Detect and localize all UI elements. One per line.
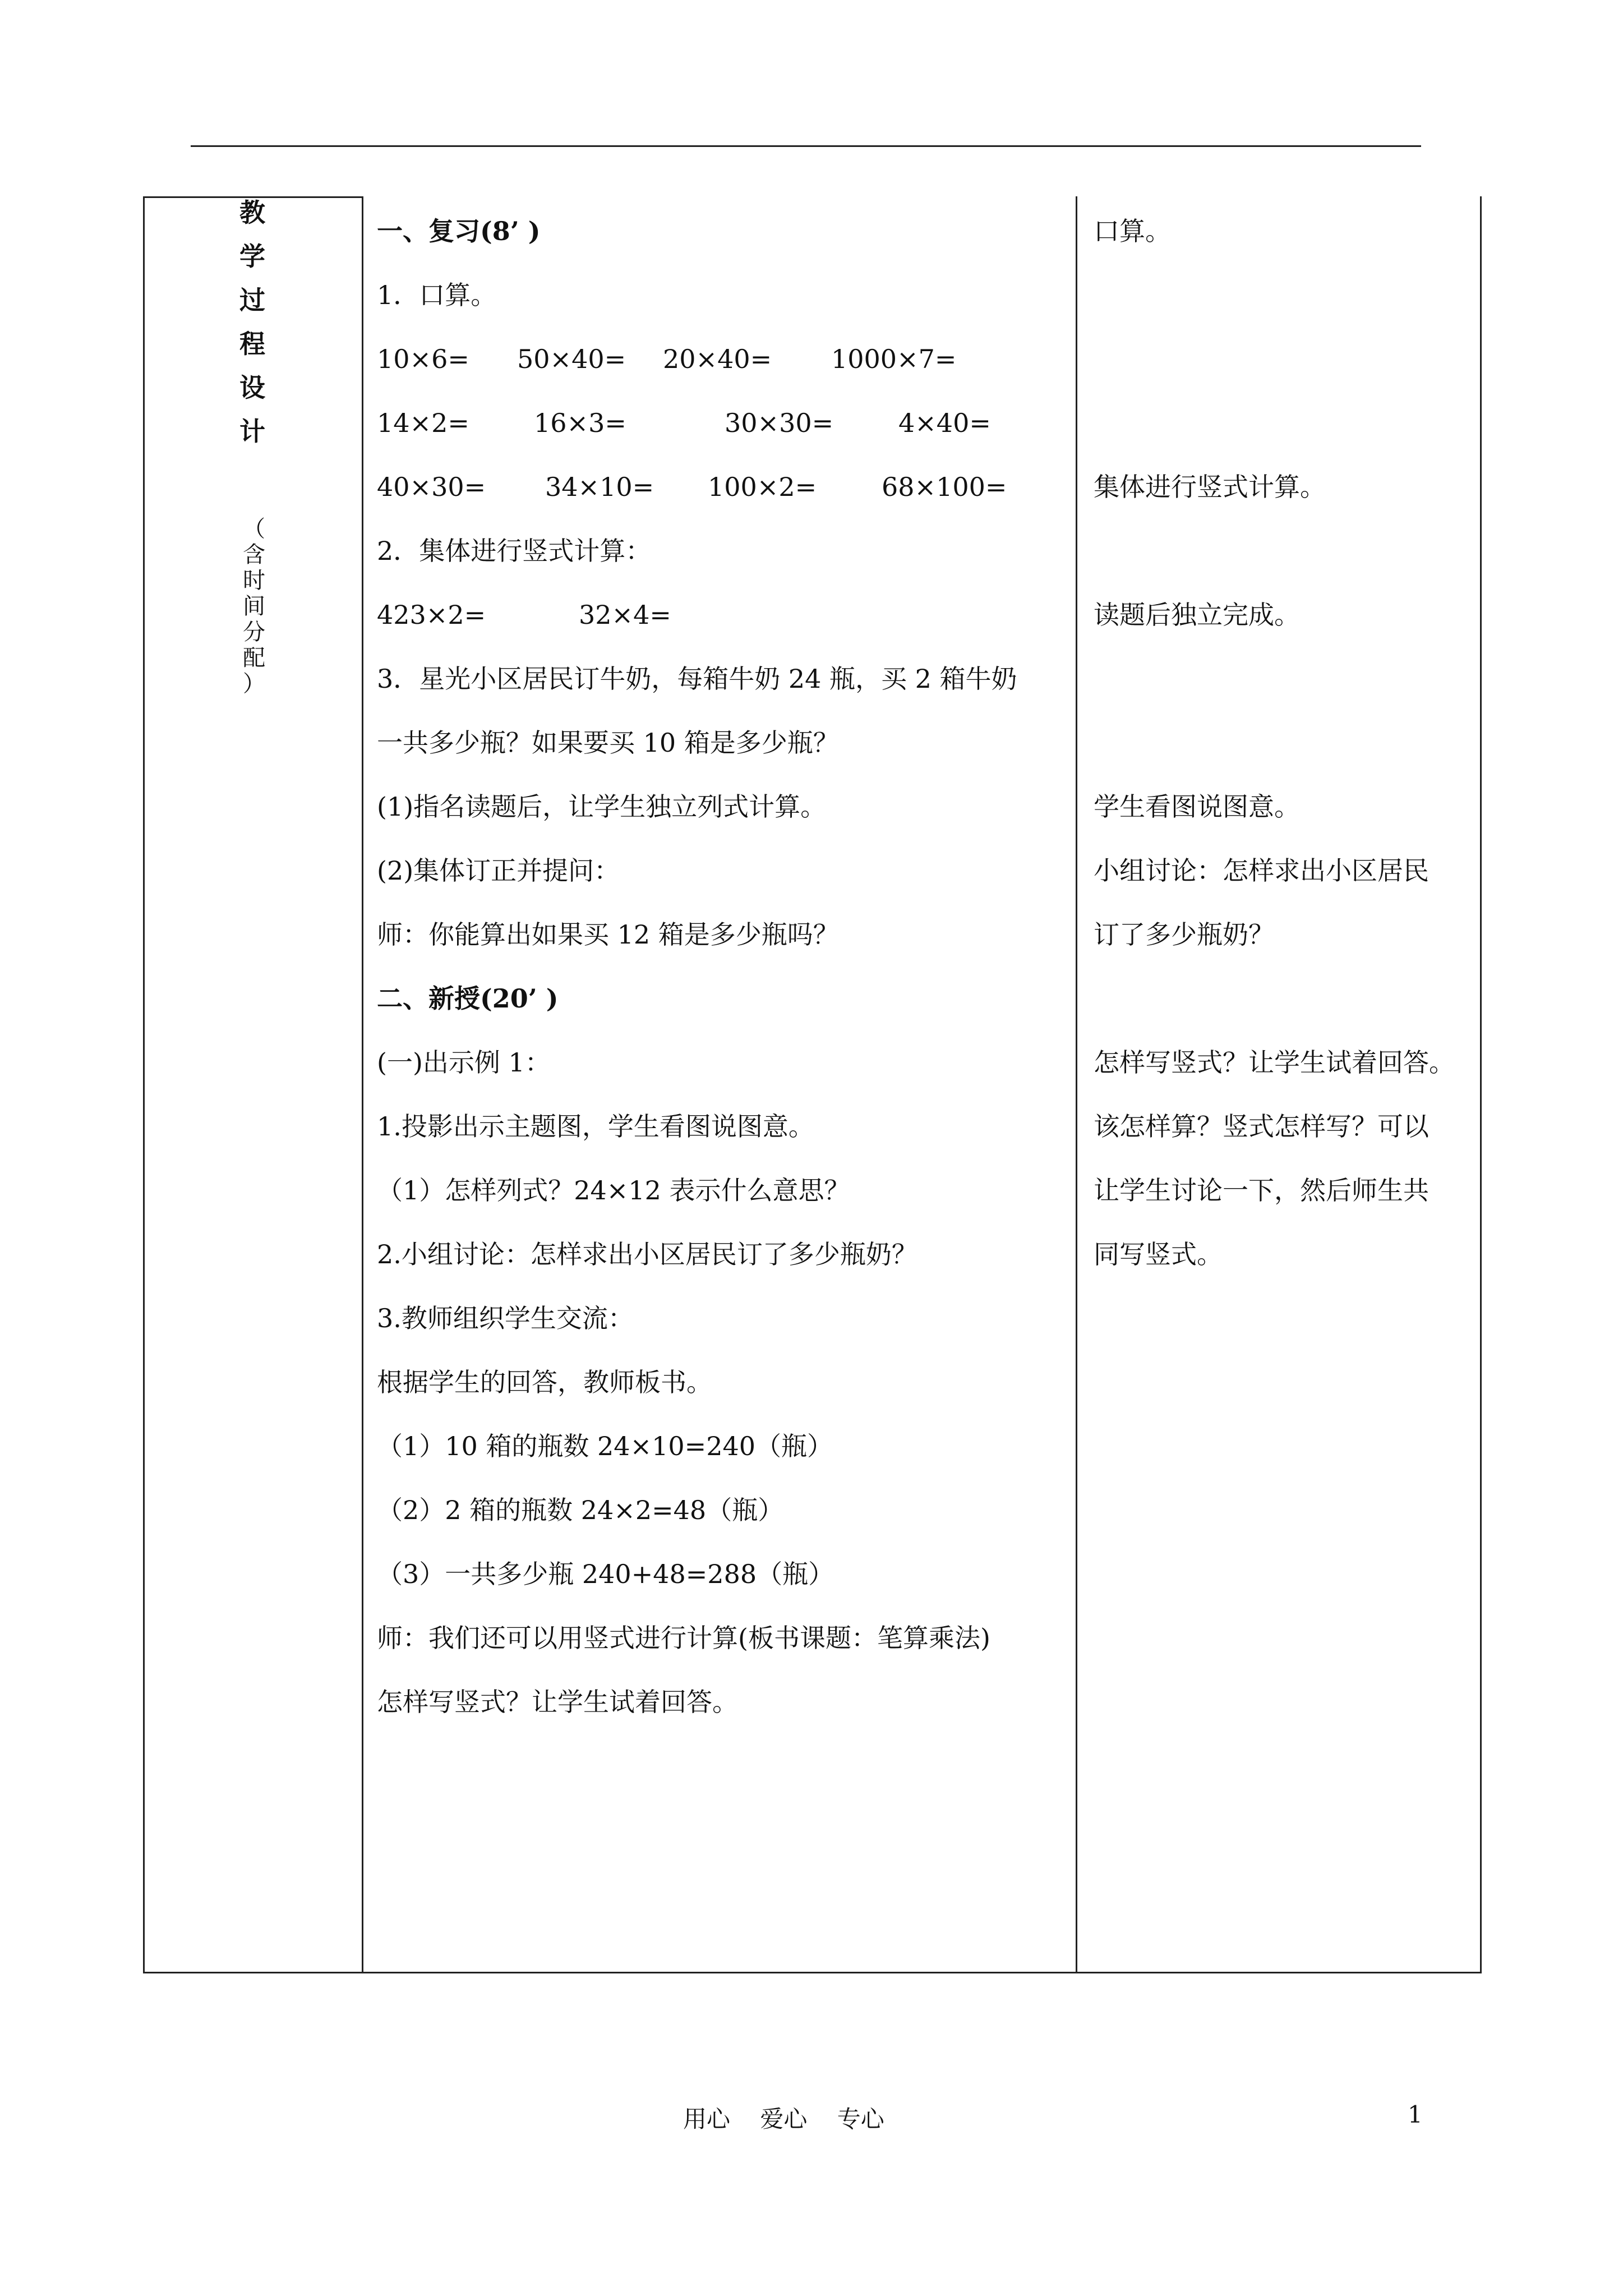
- calc-item: 68×100=: [882, 472, 1007, 502]
- calc-item: 4×40=: [898, 408, 991, 438]
- activity-line: 该怎样算？竖式怎样写？可以: [1094, 1111, 1429, 1142]
- calc-item: 14×2=: [377, 408, 469, 438]
- calc-item: 20×40=: [663, 344, 772, 374]
- calc-item: 50×40=: [517, 344, 626, 374]
- activity-line: [1094, 976, 1486, 1040]
- activity-line: [1094, 337, 1486, 401]
- content-line: 3．星光小区居民订牛奶，每箱牛奶 24 瓶，买 2 箱牛奶: [377, 664, 1017, 694]
- footer-motto: 用心 爱心 专心: [683, 2105, 884, 2133]
- calc-row: [377, 592, 1083, 656]
- content-line: 师：我们还可以用竖式进行计算(板书课题：笔算乘法): [377, 1623, 990, 1653]
- content-line: （1）10 箱的瓶数 24×10=240（瓶）: [377, 1431, 833, 1461]
- calc-item: 1000×7=: [831, 344, 957, 374]
- activity-line: 读题后独立完成。: [1094, 600, 1300, 630]
- activity-line: 学生看图说图意。: [1094, 792, 1300, 822]
- calc-item: 40×30=: [377, 472, 486, 502]
- content-line: 2.小组讨论：怎样求出小区居民订了多少瓶奶？: [377, 1239, 917, 1269]
- calc-row: [377, 337, 1083, 401]
- content-line: (一)出示例 1：: [377, 1047, 551, 1078]
- calc-row: [377, 401, 1083, 464]
- content-line: 一共多少瓶？如果要买 10 箱是多少瓶？: [377, 728, 839, 758]
- content-line: 一、复习(8’ ): [377, 216, 541, 246]
- content-line: 根据学生的回答，教师板书。: [377, 1367, 712, 1397]
- content-line: 3.教师组织学生交流：: [377, 1303, 634, 1333]
- student-activity-column: [1094, 209, 1486, 1296]
- calc-item: 10×6=: [377, 344, 469, 374]
- calc-item: 100×2=: [708, 472, 817, 502]
- content-line: 师：你能算出如果买 12 箱是多少瓶吗？: [377, 919, 839, 950]
- activity-line: [1094, 720, 1486, 784]
- label-column: [224, 191, 280, 697]
- label-title-char: 学: [239, 241, 265, 272]
- activity-line: [1094, 401, 1486, 464]
- calc-item: 34×10=: [545, 472, 654, 502]
- content-line: （3）一共多少瓶 240+48=288（瓶）: [377, 1559, 834, 1589]
- content-line: 1.投影出示主题图，学生看图说图意。: [377, 1111, 814, 1142]
- activity-line: [1094, 528, 1486, 592]
- label-title-char: 计: [239, 416, 265, 447]
- label-title-char: 程: [239, 329, 265, 359]
- content-line: （1）怎样列式？24×12 表示什么意思？: [377, 1175, 850, 1205]
- page-number: 1: [1408, 2101, 1423, 2128]
- column-divider-left: [362, 196, 363, 1973]
- activity-line: 口算。: [1094, 216, 1171, 246]
- header-rule: [191, 145, 1421, 147]
- calc-row: [377, 464, 1083, 528]
- content-line: （2）2 箱的瓶数 24×2=48（瓶）: [377, 1495, 784, 1525]
- label-title-char: 教: [239, 197, 265, 228]
- activity-line: [1094, 656, 1486, 720]
- content-line: 二、新授(20’ ): [377, 983, 559, 1014]
- activity-line: 订了多少瓶奶？: [1094, 919, 1274, 950]
- activity-line: [1094, 273, 1486, 337]
- activity-line: 同写竖式。: [1094, 1239, 1223, 1269]
- content-line: 2．集体进行竖式计算：: [377, 536, 652, 566]
- activity-line: 怎样写竖式？让学生试着回答。: [1094, 1047, 1455, 1078]
- activity-line: 小组讨论：怎样求出小区居民: [1094, 855, 1429, 886]
- label-title-char: 设: [239, 372, 265, 403]
- content-line: 怎样写竖式？让学生试着回答。: [377, 1687, 738, 1717]
- calc-item: 32×4=: [579, 600, 671, 630]
- content-line: (1)指名读题后，让学生独立列式计算。: [377, 792, 827, 822]
- content-line: 1．口算。: [377, 280, 497, 310]
- activity-line: 让学生讨论一下，然后师生共: [1094, 1175, 1429, 1205]
- label-title-char: 过: [239, 285, 265, 315]
- calc-item: 423×2=: [377, 600, 486, 630]
- calc-item: 30×30=: [725, 408, 834, 438]
- time-allocation-note: （ 含 时 间 分 配 ）: [243, 516, 265, 697]
- content-line: (2)集体订正并提问：: [377, 855, 620, 886]
- calc-item: 16×3=: [534, 408, 626, 438]
- teaching-content-column: [377, 209, 1083, 1743]
- activity-line: 集体进行竖式计算。: [1094, 472, 1326, 502]
